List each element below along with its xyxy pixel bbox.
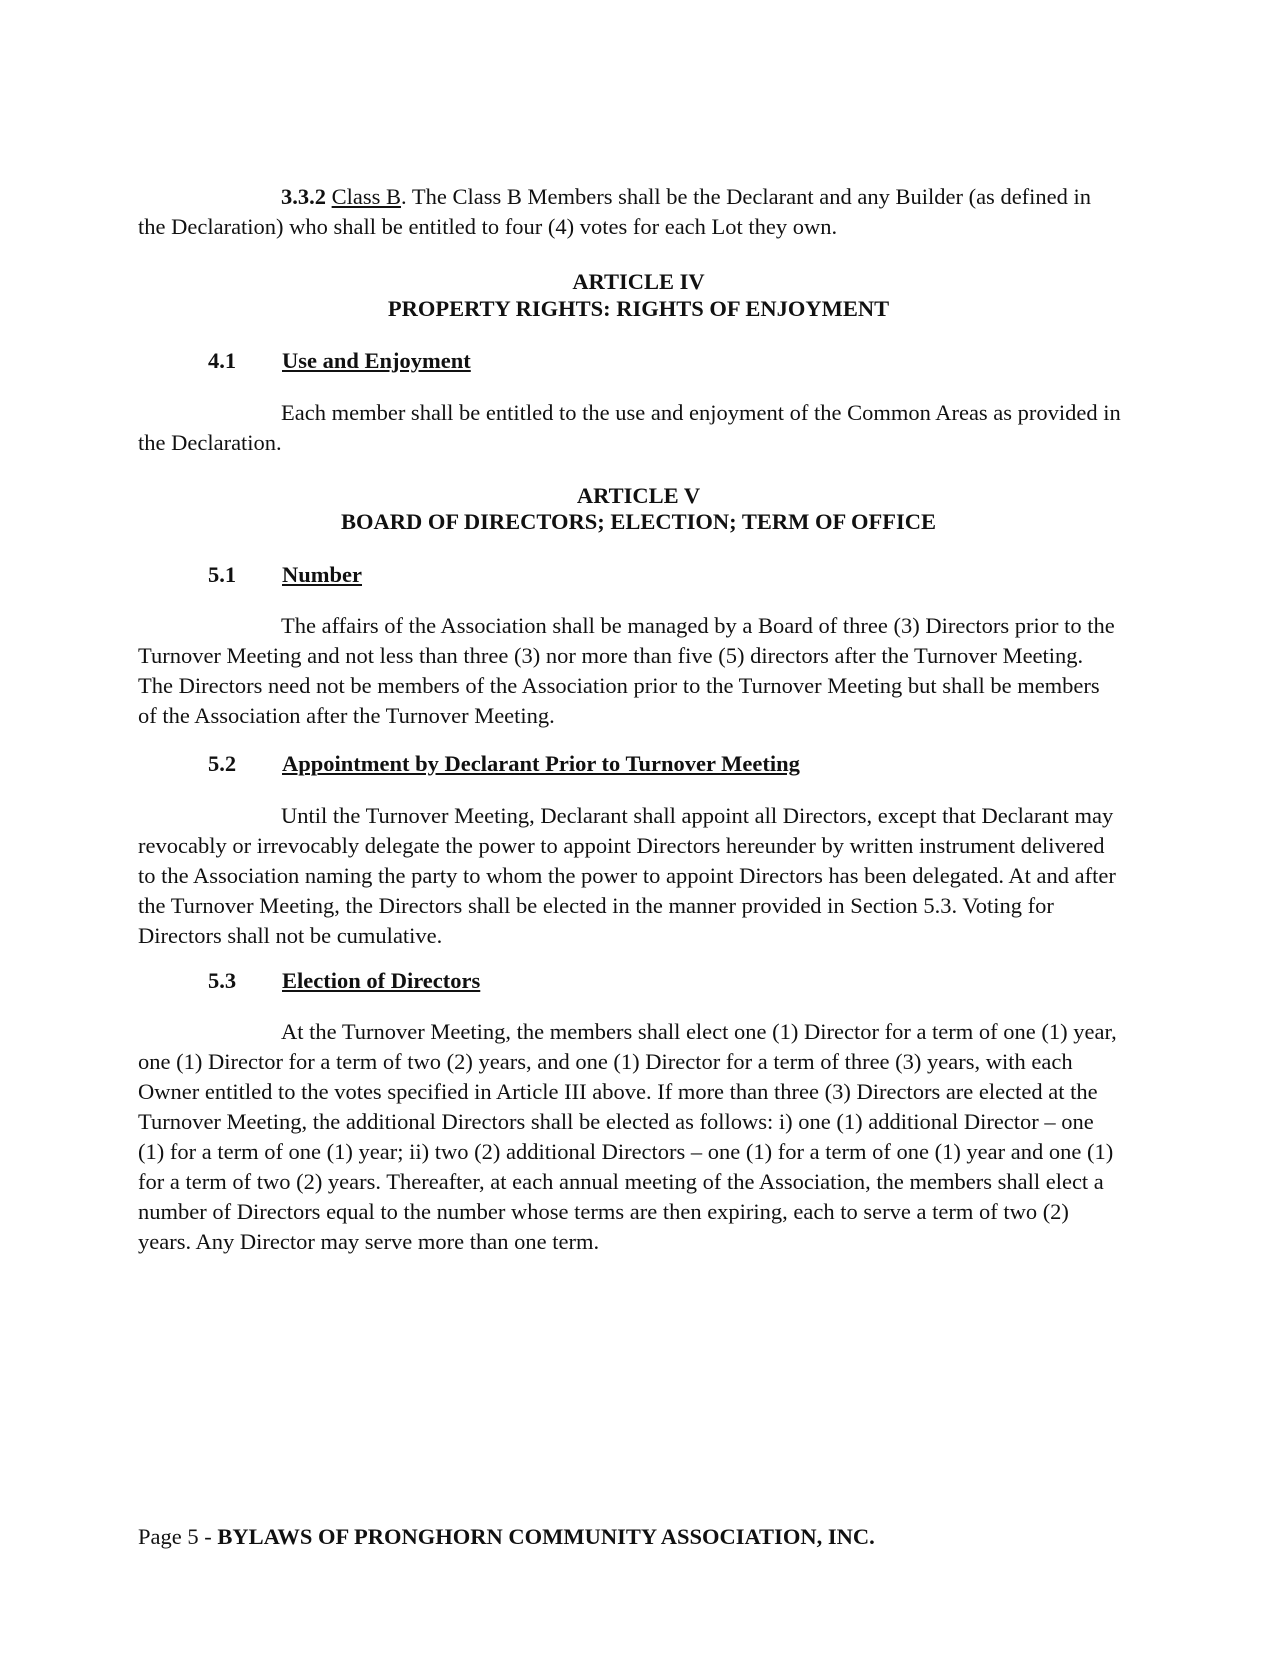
footer-page-number: Page 5 - bbox=[138, 1524, 218, 1549]
section-4-1-number: 4.1 bbox=[208, 348, 237, 373]
section-5-1-number: 5.1 bbox=[208, 562, 237, 587]
footer-document-title: BYLAWS OF PRONGHORN COMMUNITY ASSOCIATION, INC. bbox=[217, 1524, 875, 1549]
section-3-3-2-heading: Class B bbox=[331, 184, 402, 209]
section-3-3-2-text: . The Class B Members shall be the Declarant and any Builder (as defined in the Declaration) who shall be entitled to four (4) votes for each Lot they own. bbox=[138, 184, 1092, 239]
section-5-3-number: 5.3 bbox=[208, 968, 237, 993]
section-5-3-title: Election of Directors bbox=[282, 968, 481, 993]
section-4-1-body: Each member shall be entitled to the use and enjoyment of the Common Areas as provided in the Declaration. bbox=[138, 400, 1121, 455]
section-3-3-2-number: 3.3.2 bbox=[281, 184, 326, 209]
section-5-2-body: Until the Turnover Meeting, Declarant shall appoint all Directors, except that Declarant may revocably or irrevocably delegate the power to appoint Directors hereunder by written instrument delivered to the Association naming the party to whom the power to appoint Directors has been delegated. At and after the Turnover Meeting, the Directors shall be elected in the manner provided in Section 5.3. Voting for Directors shall not be cumulative. bbox=[138, 803, 1116, 948]
article-5-label: ARTICLE V bbox=[576, 483, 701, 508]
article-4-label: ARTICLE IV bbox=[572, 269, 705, 294]
section-5-1-heading bbox=[208, 560, 362, 590]
section-5-2-number: 5.2 bbox=[208, 751, 237, 776]
article-4-title: PROPERTY RIGHTS: RIGHTS OF ENJOYMENT bbox=[387, 296, 890, 321]
section-5-3-body: At the Turnover Meeting, the members shall elect one (1) Director for a term of one (1) year, one (1) Director for a term of two (2) years, and one (1) Director for a term of three (3) years, with each Owner entitled to the votes specified in Article III above. If more than three (3) Directors are elected at the Turnover Meeting, the additional Directors shall be elected as follows: i) one (1) additional Director – one (1) for a term of one (1) year; ii) two (2) additional Directors – one (1) for a term of one (1) year and one (1) for a term of two (2) years. Thereafter, at each annual meeting of the Association, the members shall elect a number of Directors equal to the number whose terms are then expiring, each to serve a term of two (2) years. Any Director may serve more than one term. bbox=[138, 1019, 1117, 1254]
section-5-1-body: The affairs of the Association shall be managed by a Board of three (3) Directors prior to the Turnover Meeting and not less than three (3) nor more than five (5) directors after the Turnover Meeting. The Directors need not be members of the Association prior to the Turnover Meeting but shall be members of the Association after the Turnover Meeting. bbox=[138, 613, 1115, 728]
section-5-2-heading bbox=[208, 749, 800, 779]
page-footer bbox=[138, 1522, 875, 1552]
article-5-title: BOARD OF DIRECTORS; ELECTION; TERM OF OFFICE bbox=[340, 509, 937, 534]
section-5-2-title: Appointment by Declarant Prior to Turnover Meeting bbox=[282, 751, 800, 776]
section-4-1-title: Use and Enjoyment bbox=[282, 348, 471, 373]
section-5-1-title: Number bbox=[282, 562, 362, 587]
section-3-3-2-paragraph bbox=[138, 182, 1123, 242]
section-4-1-heading bbox=[208, 346, 471, 376]
section-5-3-heading bbox=[208, 966, 480, 996]
